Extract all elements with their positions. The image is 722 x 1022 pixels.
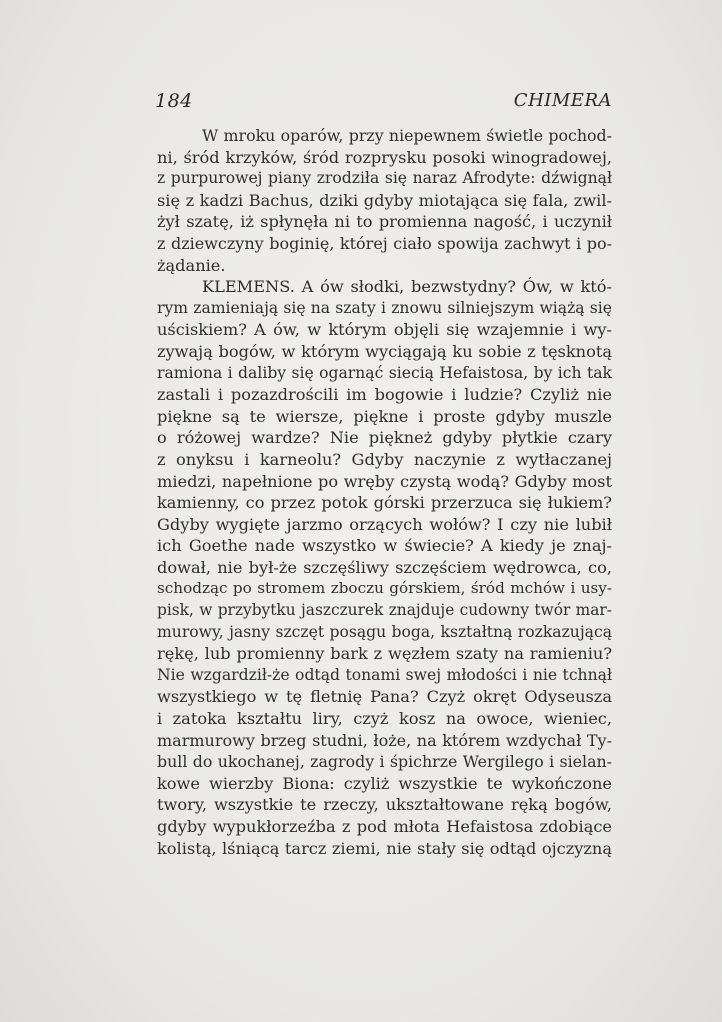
text-line: KLEMENS. A ów słodki, bezwstydny? Ów, w któ- bbox=[202, 277, 612, 297]
text-line: Nie wzgardził-że odtąd tonami swej młodości i nie tchnął bbox=[157, 665, 612, 684]
page-number: 184 bbox=[155, 90, 193, 112]
text-line: z purpurowej piany zrodziła się naraz Afrodyte: dźwignął bbox=[157, 169, 612, 188]
text-line: uściskiem? A ów, w którym objęli się wzajemnie i wy- bbox=[157, 320, 612, 340]
text-line: ramiona i daliby się ogarnąć siecią Hefaistosa, by ich tak bbox=[157, 363, 612, 382]
text-line: twory, wszystkie te rzeczy, ukształtowane ręką bogów, bbox=[157, 795, 612, 815]
text-line: kowe wierzby Biona: czyliż wszystkie te wykończone bbox=[157, 773, 612, 793]
text-line: i zatoka kształtu liry, czyż kosz na owoce, wieniec, bbox=[157, 709, 612, 729]
text-line: z dziewczyny boginię, której ciało spowija zachwyt i po- bbox=[157, 233, 612, 253]
text-line: miedzi, napełnione po wręby czystą wodą? Gdyby most bbox=[157, 471, 612, 491]
text-line: murowy, jasny szczęt posągu boga, kształtną rozkazującą bbox=[157, 622, 612, 641]
text-line: z onyksu i karneolu? Gdyby naczynie z wytłaczanej bbox=[157, 449, 612, 469]
text-line: zywają bogów, w którym wyciągają ku sobie z tęsknotą bbox=[157, 341, 612, 361]
text-line: Gdyby wygięte jarzmo orzących wołów? I czy nie lubił bbox=[157, 514, 612, 534]
text-line: W mroku oparów, przy niepewnem świetle pochod- bbox=[202, 126, 612, 145]
text-line: ni, śród krzyków, śród rozprysku posoki winogradowej, bbox=[157, 147, 612, 167]
text-line: o różowej wardze? Nie piękneż gdyby płytkie czary bbox=[157, 428, 612, 448]
text-line: ich Goethe nade wszystko w świecie? A kiedy je znaj- bbox=[157, 536, 612, 556]
text-line: żył szatę, iż spłynęła ni to promienna nagość, i uczynił bbox=[157, 212, 612, 232]
text-line: piękne są te wiersze, piękne i proste gdyby muszle bbox=[157, 406, 612, 426]
text-line: żądanie. bbox=[157, 255, 226, 275]
text-line: zastali i pozazdrościli im bogowie i ludzie? Czyliż nie bbox=[157, 385, 612, 405]
text-line: pisk, w przybytku jaszczurek znajduje cudowny twór mar- bbox=[157, 601, 612, 620]
text-line: schodząc po stromem zboczu górskiem, śród mchów i usy- bbox=[157, 579, 612, 598]
text-line: rękę, lub promienny bark z węzłem szaty na ramieniu? bbox=[157, 644, 612, 664]
text-line: się z kadzi Bachus, dziki gdyby miotająca się fala, zwil- bbox=[157, 190, 612, 210]
running-title: CHIMERA bbox=[513, 90, 612, 111]
text-line: dował, nie był-że szczęśliwy szczęściem wędrowca, co, bbox=[157, 557, 612, 577]
text-line: kolistą, lśniącą tarcz ziemi, nie stały się odtąd ojczyzną bbox=[157, 838, 612, 858]
text-line: rym zamieniają się na szaty i znowu silniejszym wiążą się bbox=[157, 298, 612, 317]
text-line: wszystkiego w tę fletnię Pana? Czyż okręt Odyseusza bbox=[157, 687, 612, 707]
text-line: kamienny, co przez potok górski przerzuca się łukiem? bbox=[157, 493, 612, 513]
text-line: bull do ukochanej, zagrody i śpichrze Wergilego i sielan- bbox=[157, 752, 612, 772]
body-text bbox=[157, 125, 612, 859]
text-line: marmurowy brzeg studni, łoże, na którem wzdychał Ty- bbox=[157, 730, 612, 750]
text-line: gdyby wypukłorzeźba z pod młota Hefaistosa zdobiące bbox=[157, 817, 612, 836]
